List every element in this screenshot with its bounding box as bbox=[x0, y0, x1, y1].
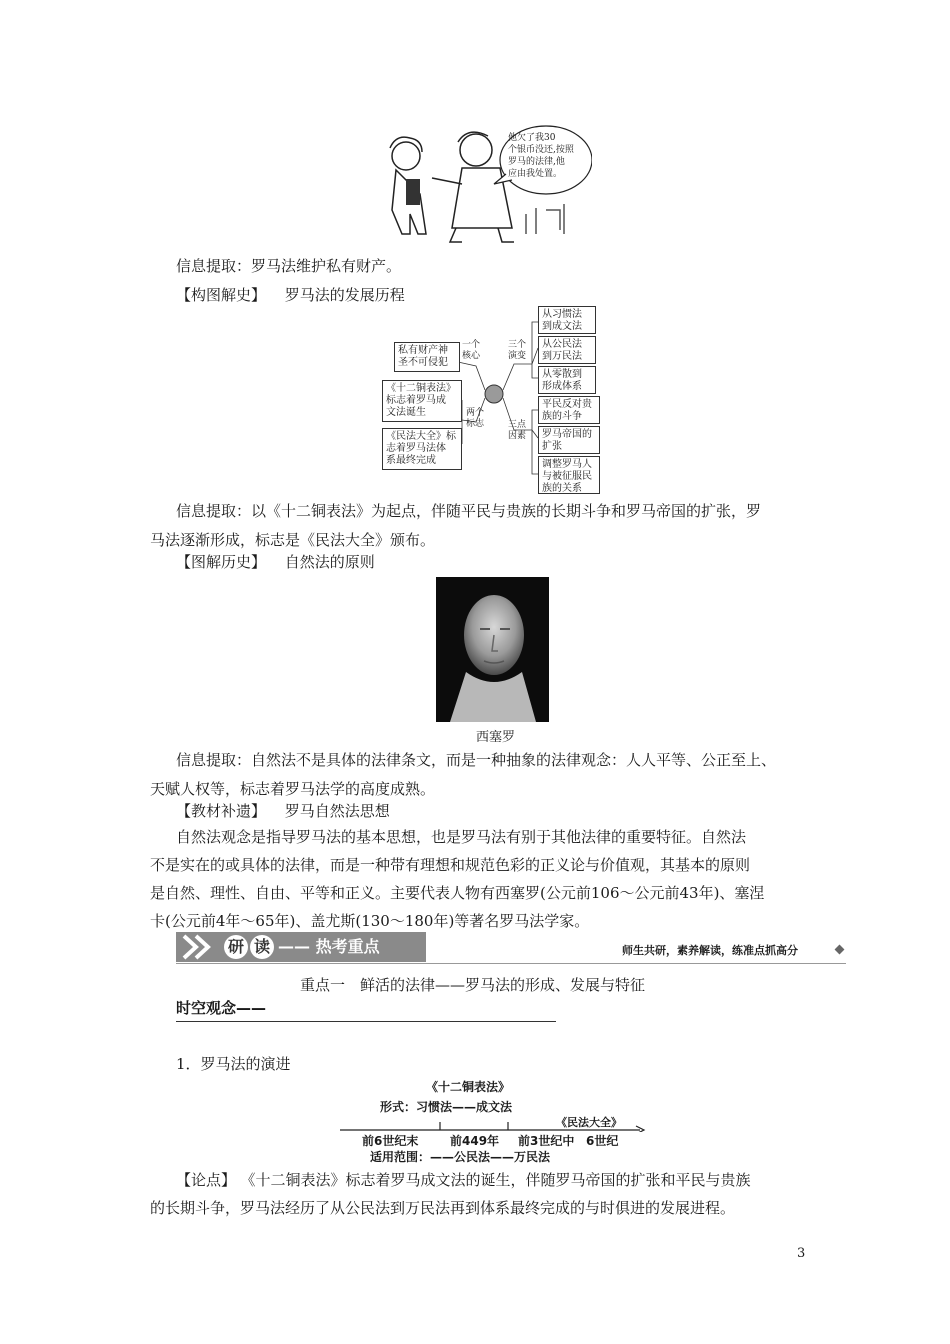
timeline-6th-bc: 前6世纪末 bbox=[362, 1134, 419, 1148]
section-label: 时空观念—— bbox=[176, 997, 556, 1022]
heading-structure bbox=[176, 281, 405, 310]
diamond-icon bbox=[835, 945, 845, 955]
banner-slogan: 师生共研，素养解读，练准点抓高分 bbox=[622, 944, 798, 957]
factor-box-1: 平民反对贵 族的斗争 bbox=[538, 396, 600, 424]
section-rule bbox=[176, 1021, 556, 1022]
cartoon-illustration bbox=[376, 124, 592, 248]
heading-title: 自然法的原则 bbox=[284, 553, 375, 571]
mark-box-corpus-juris: 《民法大全》标 志着罗马法体 系最终完成 bbox=[382, 428, 462, 470]
core-label: 一个 核心 bbox=[462, 340, 481, 361]
timeline-twelve-tables: 《十二铜表法》 bbox=[426, 1080, 511, 1094]
three-factors-label: 三点 因素 bbox=[508, 420, 527, 441]
change-box-3: 从零散到 形成体系 bbox=[538, 366, 596, 394]
info-paragraph-3: 信息提取：自然法不是具体的法律条文，而是一种抽象的法律观念：人人平等、公正至上、 bbox=[176, 751, 777, 769]
section-banner bbox=[176, 932, 848, 966]
heading-tag: 【图解历史】 bbox=[176, 553, 267, 571]
heading-illustrated-history bbox=[176, 548, 375, 577]
heading-supplement bbox=[176, 797, 390, 826]
bust-caption: 西塞罗 bbox=[476, 730, 516, 745]
banner-char-1: 研 bbox=[224, 935, 248, 959]
two-marks-label: 两个 标志 bbox=[466, 408, 485, 429]
timeline-449-bc: 前449年 bbox=[450, 1134, 500, 1148]
double-chevron-icon bbox=[180, 934, 220, 960]
bust-illustration bbox=[436, 577, 549, 722]
heading-tag: 【构图解史】 bbox=[176, 286, 267, 304]
timeline-axis bbox=[340, 1116, 650, 1132]
banner-underline bbox=[176, 963, 846, 964]
mind-map bbox=[380, 304, 602, 494]
argument-tag: 【论点】 bbox=[176, 1171, 237, 1189]
mark-box-twelve-tables: 《十二铜表法》 标志着罗马成 文法诞生 bbox=[382, 380, 462, 422]
timeline-form: 形式：习惯法——成文法 bbox=[380, 1100, 513, 1114]
timeline-3rd-bc: 前3世纪中 bbox=[518, 1134, 575, 1148]
natural-law-paragraph: 自然法观念是指导罗马法的基本思想，也是罗马法有别于其他法律的重要特征。自然法 不是实在的或具体的法律，而是一种带有理想和规范色彩的正义论与价值观，其基本的原则 是自然、理性、自由、平等和正义。主要代表人物有西塞罗(公元前106～公元前43年)、塞涅 卡(公元前4年～65年)、盖尤斯(130～180年)等著名罗马法学家。 bbox=[150, 828, 765, 930]
argument-paragraph: 【论点】 《十二铜表法》标志着罗马成文法的诞生，伴随罗马帝国的扩张和平民与贵族 bbox=[176, 1171, 751, 1189]
factor-box-3: 调整罗马人 与被征服民 族的关系 bbox=[538, 456, 600, 494]
timeline-scope: 适用范围：——公民法——万民法 bbox=[370, 1150, 551, 1164]
speech-line: 他欠了我30 bbox=[508, 133, 556, 143]
heading-title: 罗马法的发展历程 bbox=[284, 286, 405, 304]
factor-box-2: 罗马帝国的 扩张 bbox=[538, 426, 600, 454]
info-paragraph-3-cont: 天赋人权等，标志着罗马法学的高度成熟。 bbox=[150, 780, 436, 798]
info-paragraph-2-cont: 马法逐渐形成，标志是《民法大全》颁布。 bbox=[150, 531, 436, 549]
timeline-corpus-juris: 《民法大全》 bbox=[556, 1116, 622, 1129]
core-box: 私有财产神 圣不可侵犯 bbox=[394, 342, 460, 372]
heading-tag: 【教材补遗】 bbox=[176, 802, 267, 820]
info-paragraph-2: 信息提取：以《十二铜表法》为起点，伴随平民与贵族的长期斗争和罗马帝国的扩张，罗 bbox=[176, 502, 762, 520]
argument-paragraph-cont: 的长期斗争，罗马法经历了从公民法到万民法再到体系最终完成的与时俱进的发展进程。 bbox=[150, 1199, 736, 1217]
evolution-timeline bbox=[340, 1078, 650, 1162]
change-box-2: 从公民法 到万民法 bbox=[538, 336, 596, 364]
page-number: 3 bbox=[797, 1246, 806, 1261]
list-item-1: 1．罗马法的演进 bbox=[176, 1055, 291, 1073]
speech-line: 罗马的法律,他 bbox=[508, 157, 565, 167]
change-box-1: 从习惯法 到成文法 bbox=[538, 306, 596, 334]
cicero-bust-image bbox=[436, 577, 549, 722]
speech-bubble-text bbox=[508, 132, 588, 180]
timeline-6th-ad: 6世纪 bbox=[586, 1134, 619, 1148]
banner-title: —— 热考重点 bbox=[278, 937, 380, 956]
speech-line: 应由我处置。 bbox=[508, 169, 563, 179]
heading-title: 罗马自然法思想 bbox=[284, 802, 390, 820]
banner-char-2: 读 bbox=[250, 935, 274, 959]
three-changes-label: 三个 演变 bbox=[508, 340, 527, 361]
key-point-title: 重点一 鲜活的法律——罗马法的形成、发展与特征 bbox=[300, 976, 646, 994]
info-paragraph-1: 信息提取：罗马法维护私有财产。 bbox=[176, 257, 402, 275]
speech-line: 个银币没还,按照 bbox=[508, 145, 574, 155]
